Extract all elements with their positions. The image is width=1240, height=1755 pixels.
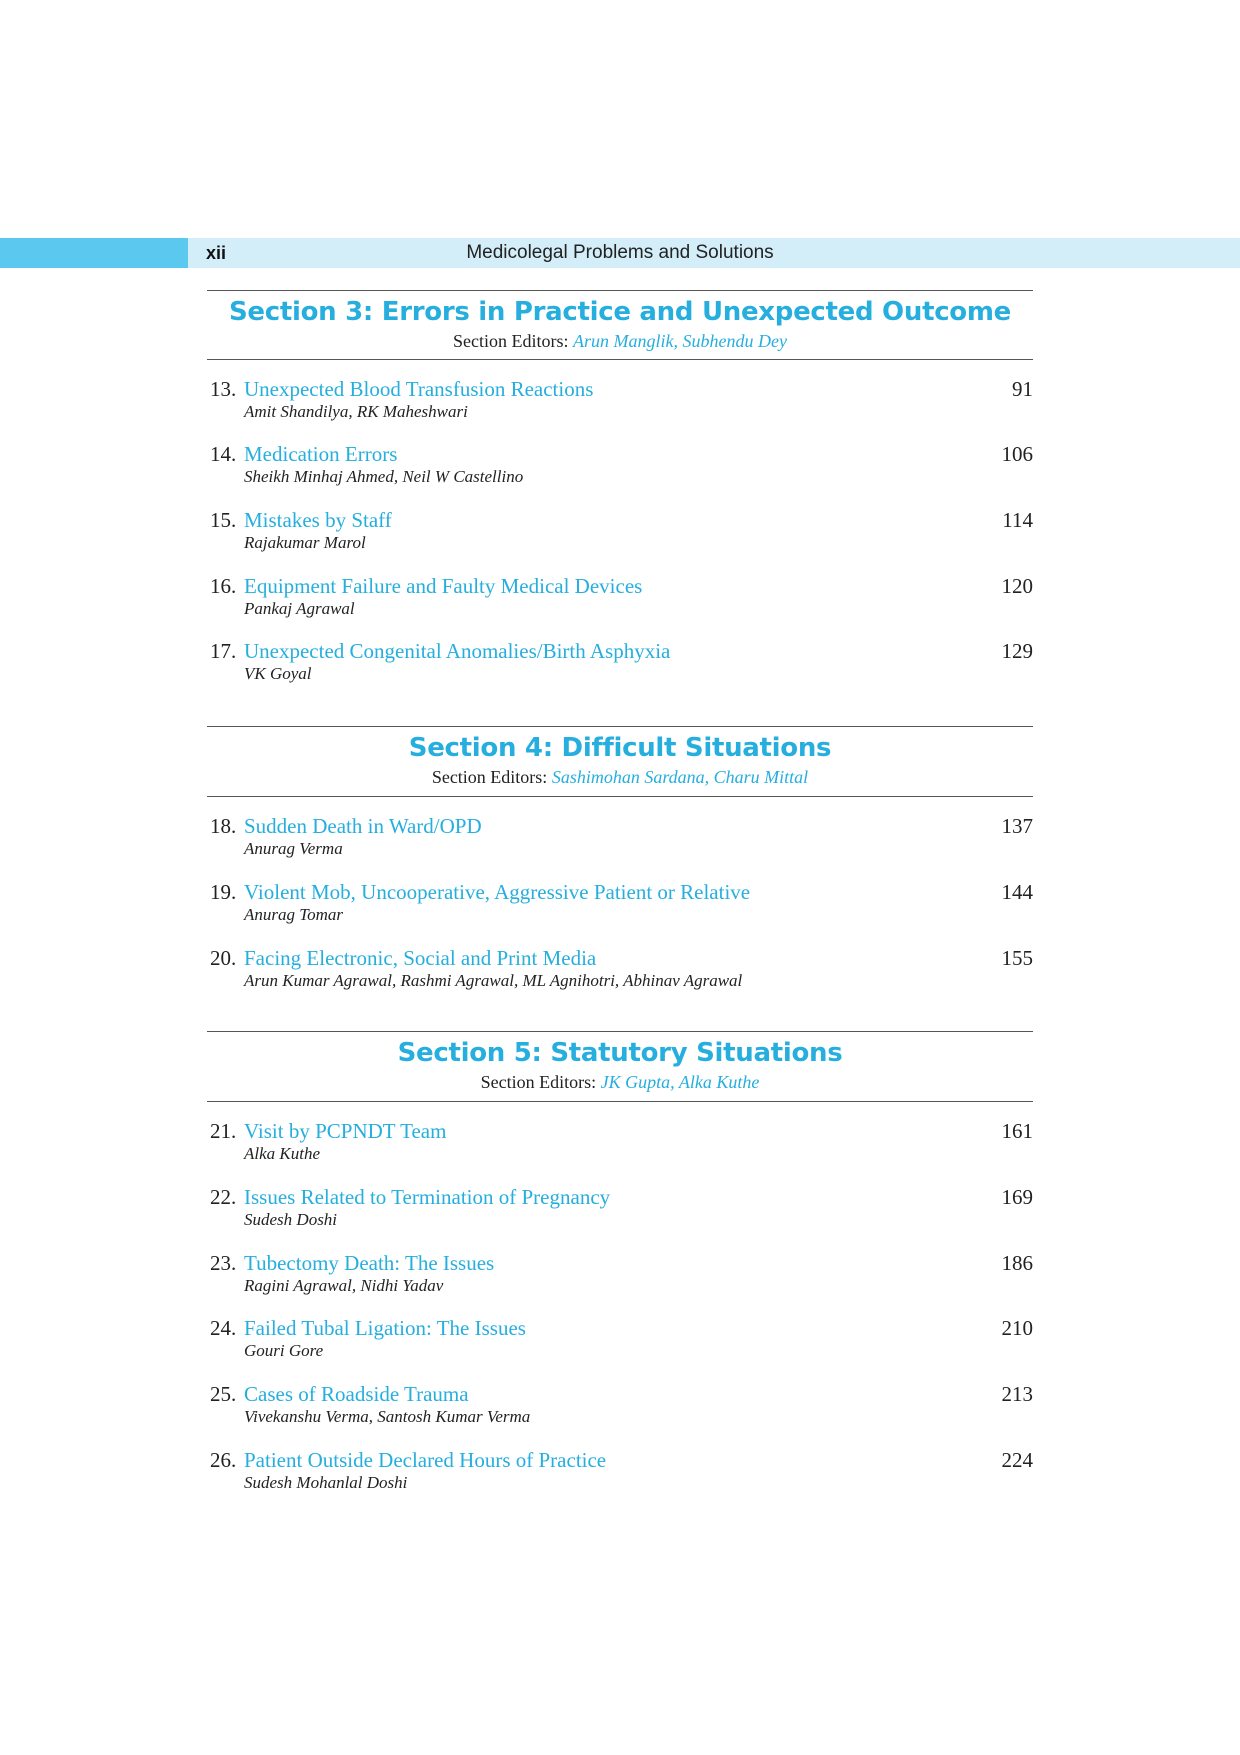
chapter-authors: Pankaj Agrawal: [244, 599, 355, 618]
section-title: Section 4: Difficult Situations: [408, 733, 832, 763]
chapter-page: 144: [1001, 880, 1033, 904]
section-editors: [207, 329, 1033, 353]
chapter-page: 120: [1001, 574, 1033, 598]
chapter-authors: Sheikh Minhaj Ahmed, Neil W Castellino: [244, 467, 524, 486]
chapter-page: 210: [1001, 1316, 1033, 1340]
toc-entry[interactable]: [207, 1250, 1033, 1310]
section-header: [207, 1031, 1033, 1102]
chapter-authors: Alka Kuthe: [244, 1144, 321, 1163]
chapter-title[interactable]: Mistakes by Staff: [244, 508, 392, 532]
section-4: [207, 726, 1033, 990]
chapter-page: 169: [1001, 1185, 1033, 1209]
chapter-number: 22.: [210, 1185, 237, 1209]
chapter-page: 91: [1012, 377, 1033, 401]
toc-entry[interactable]: [207, 945, 1033, 1005]
chapter-number: 16.: [210, 574, 237, 598]
chapter-number: 20.: [210, 946, 237, 970]
section-5: [207, 1031, 1033, 1492]
chapter-title[interactable]: Equipment Failure and Faulty Medical Devices: [244, 574, 643, 598]
chapter-page: 186: [1001, 1251, 1033, 1275]
chapter-number: 13.: [210, 377, 237, 401]
toc-entry[interactable]: [207, 507, 1033, 567]
chapter-number: 18.: [210, 814, 237, 838]
chapter-authors: Anurag Tomar: [244, 905, 344, 924]
chapter-title[interactable]: Cases of Roadside Trauma: [244, 1382, 469, 1406]
toc-entry[interactable]: [207, 1118, 1033, 1178]
chapter-number: 21.: [210, 1119, 237, 1143]
chapter-title[interactable]: Violent Mob, Uncooperative, Aggressive Patient or Relative: [244, 880, 751, 904]
chapter-number: 25.: [210, 1382, 237, 1406]
chapter-number: 26.: [210, 1448, 237, 1472]
chapter-page: 137: [1001, 814, 1033, 838]
chapter-page: 224: [1001, 1448, 1033, 1472]
section-editors: [207, 765, 1033, 789]
chapter-authors: Rajakumar Marol: [244, 533, 366, 552]
section-header: [207, 726, 1033, 797]
toc-entry[interactable]: [207, 1184, 1033, 1244]
chapter-number: 23.: [210, 1251, 237, 1275]
toc-entry[interactable]: [207, 573, 1033, 633]
chapter-authors: Gouri Gore: [244, 1341, 324, 1360]
chapter-authors: Amit Shandilya, RK Maheshwari: [244, 402, 468, 421]
chapter-authors: Anurag Verma: [244, 839, 343, 858]
chapter-title[interactable]: Sudden Death in Ward/OPD: [244, 814, 482, 838]
chapter-title[interactable]: Visit by PCPNDT Team: [244, 1119, 447, 1143]
section-title: Section 5: Statutory Situations: [397, 1038, 843, 1068]
chapter-page: 114: [1002, 508, 1033, 532]
section-editors-label: Section Editors:: [453, 331, 574, 351]
chapter-authors: VK Goyal: [244, 664, 312, 683]
running-header-tab: [0, 238, 188, 268]
chapter-page: 161: [1001, 1119, 1033, 1143]
section-editors-names: Sashimohan Sardana, Charu Mittal: [551, 767, 809, 787]
section-title: Section 3: Errors in Practice and Unexpected Outcome: [228, 297, 1011, 327]
section-header: [207, 290, 1033, 360]
chapter-title[interactable]: Tubectomy Death: The Issues: [244, 1251, 495, 1275]
chapter-title[interactable]: Unexpected Blood Transfusion Reactions: [244, 377, 594, 401]
chapter-page: 155: [1001, 946, 1033, 970]
section-editors-names: Arun Manglik, Subhendu Dey: [573, 331, 787, 351]
running-title: Medicolegal Problems and Solutions: [466, 242, 774, 263]
chapter-title[interactable]: Facing Electronic, Social and Print Media: [244, 946, 597, 970]
toc-entry[interactable]: [207, 879, 1033, 939]
chapter-page: 129: [1001, 639, 1033, 663]
toc-entry[interactable]: [207, 813, 1033, 873]
chapter-number: 19.: [210, 880, 237, 904]
chapter-page: 106: [1001, 442, 1033, 466]
toc-entry[interactable]: [207, 638, 1033, 698]
chapter-authors: Vivekanshu Verma, Santosh Kumar Verma: [244, 1407, 531, 1426]
section-editors-label: Section Editors:: [480, 1072, 601, 1092]
toc-entry[interactable]: [207, 376, 1033, 436]
section-3: [207, 290, 1033, 683]
chapter-number: 14.: [210, 442, 237, 466]
chapter-title[interactable]: Issues Related to Termination of Pregnancy: [244, 1185, 611, 1209]
chapter-number: 15.: [210, 508, 237, 532]
chapter-authors: Sudesh Mohanlal Doshi: [244, 1473, 408, 1492]
chapter-number: 17.: [210, 639, 237, 663]
chapter-title[interactable]: Medication Errors: [244, 442, 398, 466]
chapter-authors: Arun Kumar Agrawal, Rashmi Agrawal, ML Agnihotri, Abhinav Agrawal: [244, 971, 743, 990]
chapter-number: 24.: [210, 1316, 237, 1340]
page-number: xii: [206, 243, 227, 263]
chapter-title[interactable]: Failed Tubal Ligation: The Issues: [244, 1316, 526, 1340]
chapter-authors: Ragini Agrawal, Nidhi Yadav: [244, 1276, 444, 1295]
chapter-title[interactable]: Unexpected Congenital Anomalies/Birth Asphyxia: [244, 639, 671, 663]
toc-entry[interactable]: [207, 1447, 1033, 1507]
section-editors: [207, 1070, 1033, 1094]
section-editors-names: JK Gupta, Alka Kuthe: [600, 1072, 760, 1092]
chapter-title[interactable]: Patient Outside Declared Hours of Practice: [244, 1448, 607, 1472]
section-editors-label: Section Editors:: [431, 767, 552, 787]
chapter-page: 213: [1001, 1382, 1033, 1406]
chapter-authors: Sudesh Doshi: [244, 1210, 338, 1229]
toc-entry[interactable]: [207, 441, 1033, 501]
toc-entry[interactable]: [207, 1315, 1033, 1375]
toc-entry[interactable]: [207, 1381, 1033, 1441]
